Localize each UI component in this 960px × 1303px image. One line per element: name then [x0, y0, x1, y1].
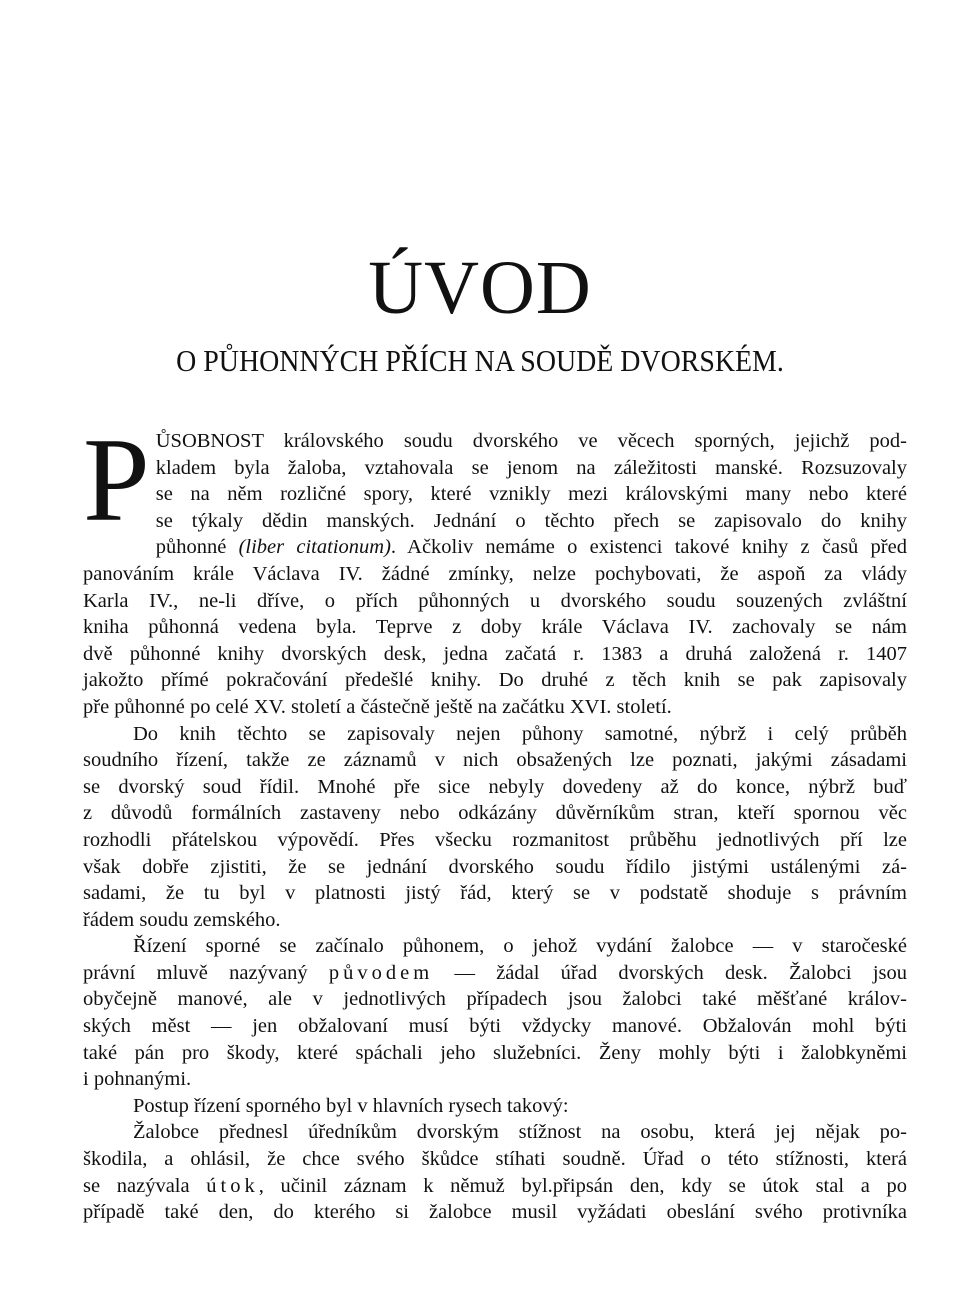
text-line: se na něm rozličné spory, které vznikly mezi královskými many nebo které — [155, 483, 907, 506]
text-run: půhonné — [155, 536, 239, 559]
chapter-subtitle: O PŮHONNÝCH PŘÍCH NA SOUDĚ DVORSKÉM. — [176, 343, 784, 378]
paragraph-3 — [83, 933, 907, 1093]
text-line: ŮSOBNOST královského soudu dvorského ve věcech sporných, jejichž pod- — [155, 430, 907, 452]
paragraph-5 — [83, 1119, 907, 1225]
text-line — [83, 534, 907, 561]
text-line: škodila, a ohlásil, že chce svého škůdce stíhati soudně. Úřad o této stížnosti, která — [83, 1148, 907, 1171]
text-line: jakožto přímé pokračování předešlé knihy. Do druhé z těch knih se pak zapisovaly — [83, 669, 907, 692]
chapter-title: ÚVOD — [368, 246, 592, 330]
text-line: Do knih těchto se zapisovaly nejen půhony samotné, nýbrž i celý průběh — [133, 722, 907, 745]
text-line: panováním krále Václava IV. žádné zmínky, nelze pochybovati, že aspoň za vlády — [83, 562, 907, 585]
text-line: sadami, že tu byl v platnosti jistý řád, který se v podstatě shoduje s právním — [83, 882, 907, 905]
paragraph-1 — [83, 413, 907, 721]
text-line: ských měst — jen obžalovaní musí býti vždycky manové. Obžalován mohl býti — [83, 1015, 907, 1038]
text-line: také pán pro škody, které spáchali jeho služebníci. Ženy mohly býti i žalobkyněmi — [83, 1041, 907, 1064]
text-line: i pohnanými. — [83, 1068, 192, 1091]
text-run: právní mluvě nazývaný — [83, 961, 329, 984]
text-line: dvě půhonné knihy dvorských desk, jedna začatá r. 1383 a druhá založená r. 1407 — [83, 642, 907, 665]
text-line — [83, 1173, 907, 1200]
text-line: Postup řízení sporného byl v hlavních rysech takový: — [133, 1094, 569, 1117]
text-line: kniha půhonná vedena byla. Teprve z doby krále Václava IV. zachovaly se nám — [83, 616, 907, 639]
text-line — [83, 960, 907, 987]
spaced-term: útok — [206, 1174, 259, 1197]
spaced-term: původem — [328, 961, 434, 984]
text-line: však dobře zjistiti, že se jednání dvorského soudu řídilo jistými ustálenými zá- — [83, 855, 907, 878]
text-run: . Ačkoliv nemáme o existenci takové knihy z časů před — [390, 536, 907, 559]
text-line: Řízení sporné se začínalo půhonem, o jehož vydání žalobce — v staročeské — [133, 935, 907, 958]
paragraph-4 — [83, 1093, 907, 1120]
paragraph-2 — [83, 721, 907, 934]
drop-cap: P — [83, 413, 150, 546]
text-line: pře půhonné po celé XV. století a částečně ještě na začátku XVI. století. — [83, 695, 672, 718]
text-line: řádem soudu zemského. — [83, 908, 281, 931]
text-line: se dvorský soud řídil. Mnohé pře sice nebyly dovedeny až do konce, nýbrž buď — [83, 775, 907, 798]
text-run: — žádal úřad dvorských desk. Žalobci jsou — [433, 961, 907, 984]
italic-latin-term: (liber citationum) — [238, 536, 391, 559]
text-line: kladem byla žaloba, vztahovala se jenom na záležitosti manské. Rozsuzovaly — [155, 456, 907, 479]
text-line: obyčejně manové, ale v jednotlivých případech jsou žalobci také měšťané králov- — [83, 988, 907, 1011]
text-line: Karla IV., ne-li dříve, o přích půhonných u dvorského soudu souzených zvláštní — [83, 589, 907, 612]
text-line: Žalobce přednesl úředníkům dvorským stížnost na osobu, která jej nějak po- — [133, 1121, 907, 1144]
text-line: rozhodli přátelskou výpovědí. Přes všecku rozmanitost průběhu jednotlivých pří lze — [83, 828, 907, 851]
text-run: , učinil záznam k němuž byl.připsán den, kdy se útok stal a po — [258, 1174, 908, 1197]
text-line: soudního řízení, takže ze záznamů v nich obsažených lze poznati, jakými zásadami — [83, 749, 907, 772]
text-run: se nazývala — [83, 1174, 207, 1197]
text-line: z důvodů formálních zastaveny nebo odkázány důvěrníkům stran, kteří spornou věc — [83, 802, 907, 825]
body-text — [83, 413, 908, 1226]
text-line: případě také den, do kterého si žalobce musil vyžádati obeslání svého protivníka — [83, 1201, 907, 1224]
text-line: se týkaly dědin manských. Jednání o těchto přech se zapisovalo do knihy — [155, 509, 907, 532]
